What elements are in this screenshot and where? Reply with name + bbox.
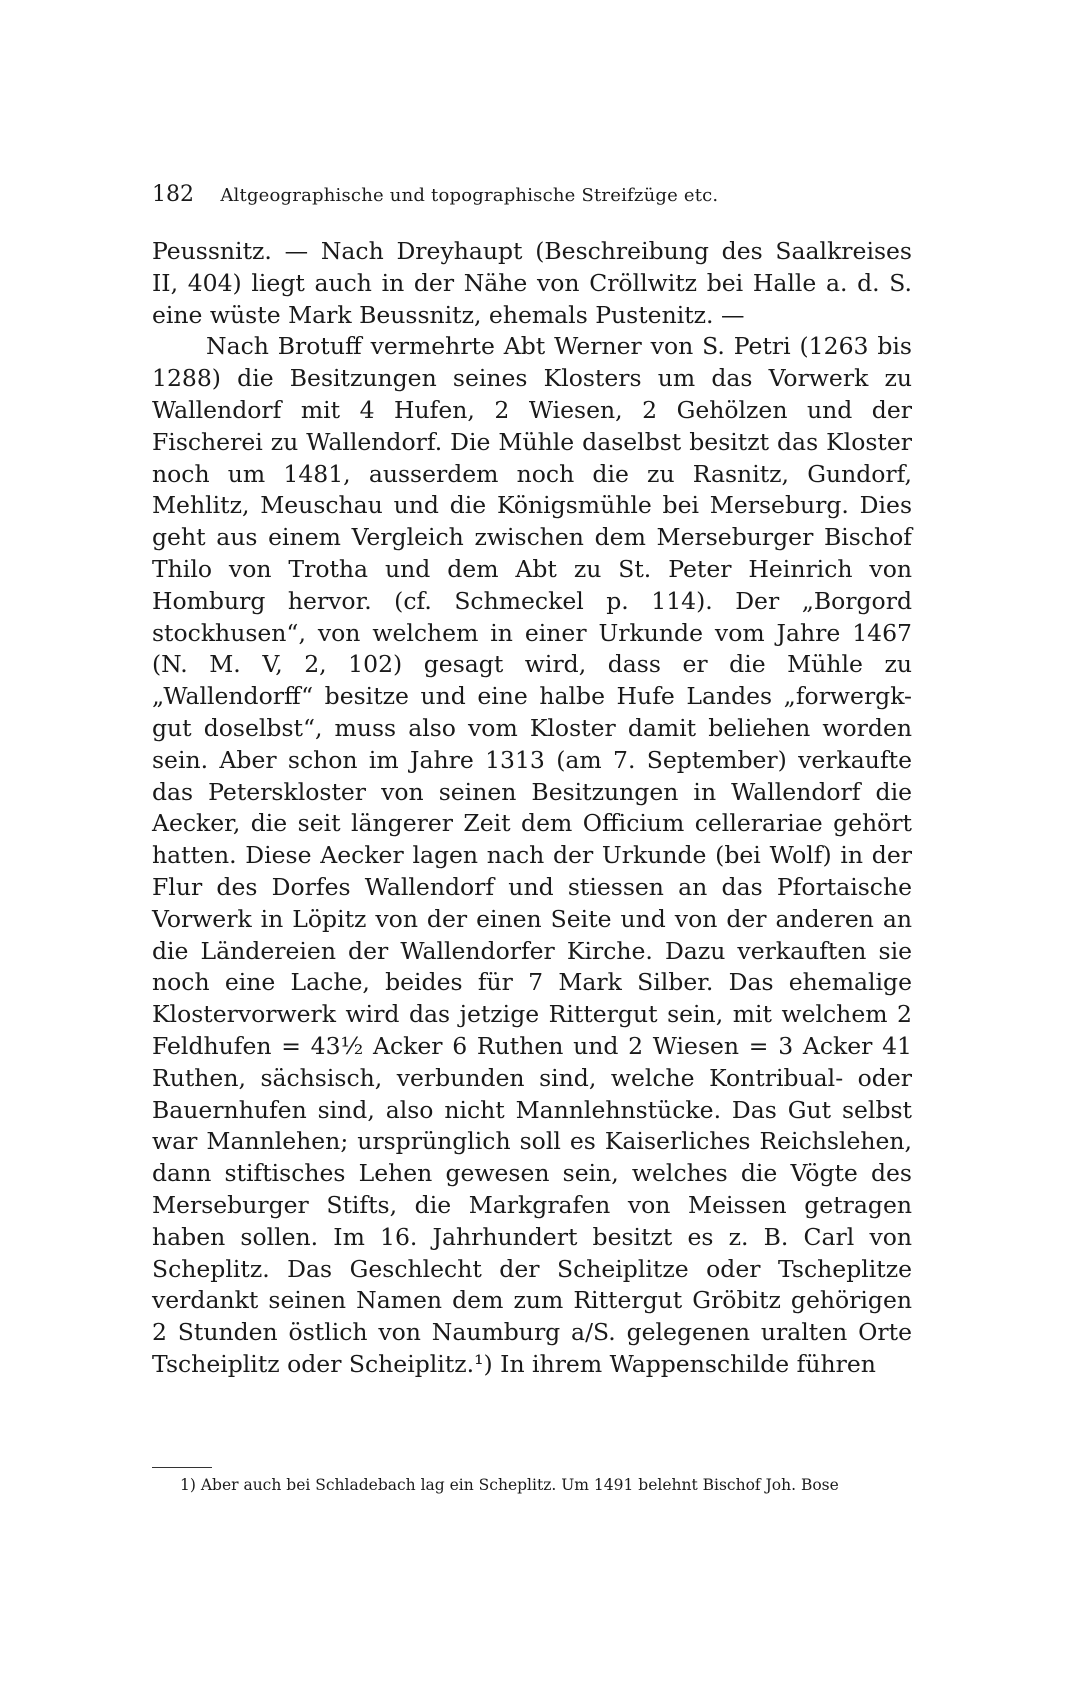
page-header xyxy=(152,182,912,207)
footnote: 1) Aber auch bei Schladebach lag ein Scheplitz. Um 1491 belehnt Bischof Joh. Bose xyxy=(180,1476,839,1494)
paragraph: Peussnitz. — Nach Dreyhaupt (Beschreibung des Saalkreises II, 404) liegt auch in der Nähe von Cröllwitz bei Halle a. d. S. eine wüste Mark Beussnitz, ehemals Pustenitz. — xyxy=(152,237,912,329)
paragraph: Nach Brotuff vermehrte Abt Werner von S. Petri (1263 bis 1288) die Besitzungen seines Klosters um das Vorwerk zu Wallendorf mit 4 Hufen, 2 Wiesen, 2 Gehölzen und der Fischerei zu Wallendorf. Die Mühle daselbst besitzt das Kloster noch um 1481, ausserdem noch die zu Rasnitz, Gundorf, Mehlitz, Meuschau und die Königsmühle bei Merseburg. Dies geht aus einem Vergleich zwischen dem Merseburger Bischof Thilo von Trotha und dem Abt zu St. Peter Heinrich von Homburg hervor. (cf. Schmeckel p. 114). Der „Borgord stockhusen“, von welchem in einer Urkunde vom Jahre 1467 (N. M. V, 2, 102) gesagt wird, dass er die Mühle zu „Wallendorff“ besitze und eine halbe Hufe Landes „forwergk-gut doselbst“, muss also vom Kloster damit beliehen worden sein. Aber schon im Jahre 1313 (am 7. September) verkaufte das Peterskloster von seinen Besitzungen in Wallendorf die Aecker, die seit längerer Zeit dem Officium cellerariae gehört hatten. Diese Aecker lagen nach der Urkunde (bei Wolf) in der Flur des Dorfes Wallendorf und stiessen an das Pfortaische Vorwerk in Löpitz von der einen Seite und von der anderen an die Ländereien der Wallendorfer Kirche. Dazu verkauften sie noch eine Lache, beides für 7 Mark Silber. Das ehemalige Klostervorwerk wird das jetzige Rittergut sein, mit welchem 2 Feldhufen = 43½ Acker 6 Ruthen und 2 Wiesen = 3 Acker 41 Ruthen, sächsisch, verbunden sind, welche Kontribual- oder Bauernhufen sind, also nicht Mannlehnstücke. Das Gut selbst war Mannlehen; ursprünglich soll es Kaiserliches Reichslehen, dann stiftisches Lehen gewesen sein, welches die Vögte des Merseburger Stifts, die Markgrafen von Meissen getragen haben sollen. Im 16. Jahrhundert besitzt es z. B. Carl von Scheplitz. Das Geschlecht der Scheiplitze oder Tscheplitze verdankt seinen Namen dem zum Rittergut Gröbitz gehörigen 2 Stunden östlich von Naumburg a/S. gelegenen uralten Orte Tscheiplitz oder Scheiplitz.¹) In ihrem Wappenschilde führen xyxy=(152,332,912,1378)
footnote-separator xyxy=(152,1467,212,1468)
page-number: 182 xyxy=(152,182,194,207)
page-body xyxy=(152,236,912,1381)
running-title: Altgeographische und topographische Streifzüge etc. xyxy=(220,185,719,206)
